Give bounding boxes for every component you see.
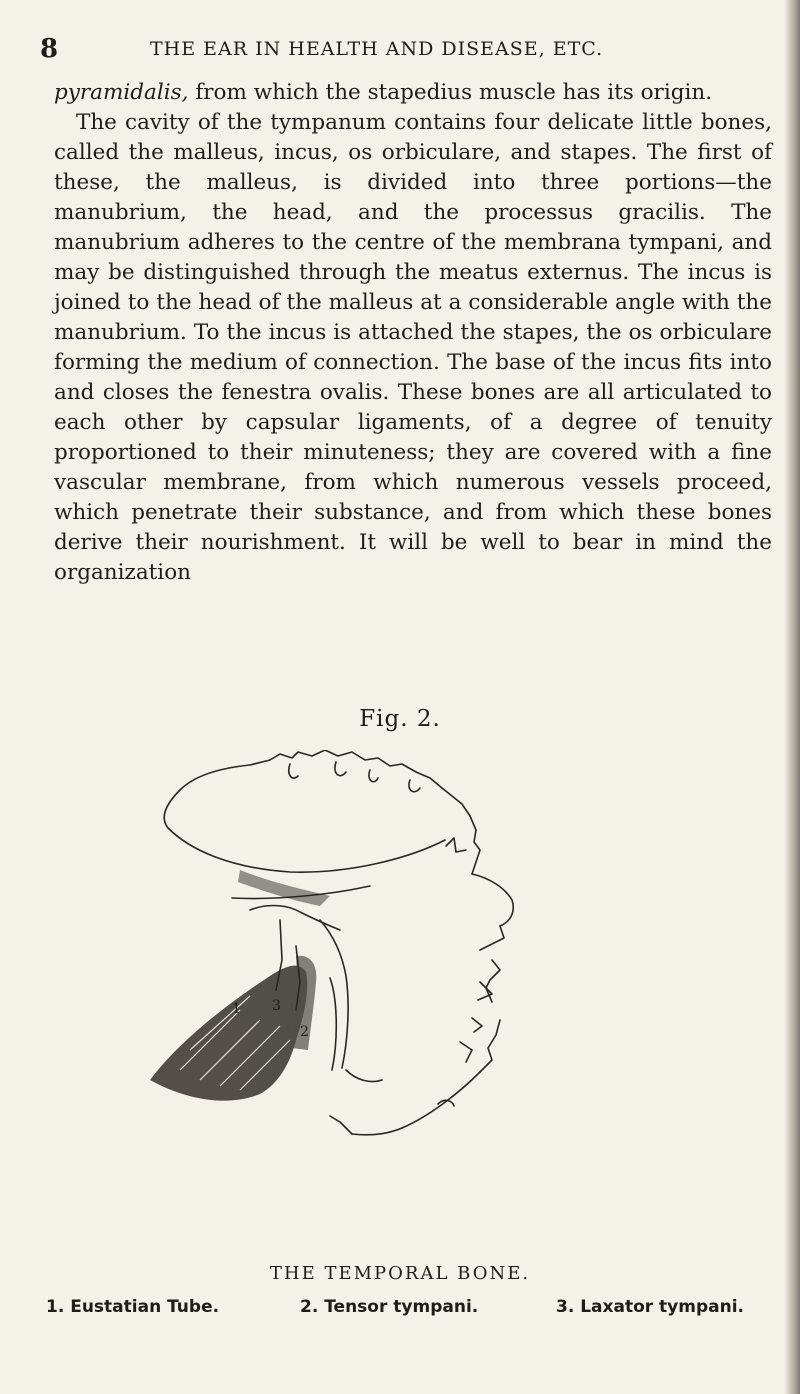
temporal-bone-illustration	[120, 750, 700, 1220]
bone-outline	[180, 750, 470, 816]
page-edge-shadow	[784, 0, 800, 1394]
paragraph-2: The cavity of the tympanum contains four delicate little bones, called the malleus, incus, os orbiculare, and stapes. The first of these, the malleus, is divided into three portions—the manubrium, the head, and the processus gracilis. The manubrium adheres to the centre of the membrana tympani, and may be distinguished through the meatus externus. The incus is joined to the head of the malleus at a considerable angle with the manubrium. To the incus is attached the stapes, the os orbiculare forming the medium of connection. The base of the incus fits into and closes the fenestra ovalis. These bones are all articulated to each other by capsular ligaments, of a degree of tenuity proportioned to their minuteness; they are covered with a fine vascular membrane, from which numerous vessels proceed, which penetrate their substance, and from which these bones derive their nourishment. It will be well to bear in mind the organization	[54, 110, 772, 585]
page-number: 8	[40, 34, 59, 64]
page-header	[40, 34, 760, 64]
legend-item-1: 1. Eustatian Tube.	[46, 1297, 220, 1317]
figure-caption: THE TEMPORAL BONE.	[269, 1263, 531, 1284]
legend-item-2: 2. Tensor tympani.	[300, 1297, 479, 1317]
figure-numeral-1: 1	[232, 1001, 241, 1017]
figure-legend	[46, 1297, 766, 1323]
legend-item-3: 3. Laxator tympani.	[556, 1297, 745, 1317]
paragraph-1-italic: pyramidalis,	[54, 80, 189, 105]
paragraph-1	[54, 78, 772, 108]
figure-numeral-3: 3	[272, 998, 281, 1014]
body-text	[54, 78, 772, 588]
paragraph-1-rest: from which the stapedius muscle has its origin.	[188, 80, 713, 105]
running-head: THE EAR IN HEALTH AND DISEASE, ETC.	[150, 38, 604, 60]
figure-numeral-2: 2	[300, 1024, 309, 1040]
figure-label: Fig. 2.	[359, 706, 441, 732]
